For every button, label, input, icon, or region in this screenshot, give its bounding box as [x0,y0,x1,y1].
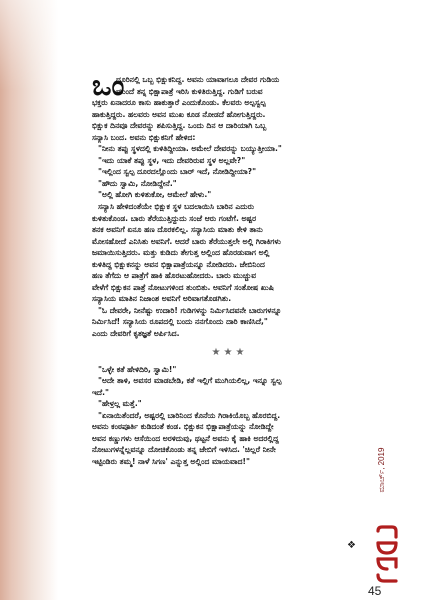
page-number: 45 [368,584,382,598]
article-line: ಇಟ್ಟಿಂಡಿರು ತಮ್ಮ! ನಾಳೆ ಸಿಗಣ' ಎನ್ನುತ್ತ ಅಲ್ಲಿಂದ ಮಾಯವಾದ!" [92,456,250,466]
article-line: ತನಕ ಅವನಿಗೆ ಏನೂ ಹಣ ದೊರಕಲಿಲ್ಲ. ಸನ್ಯಾಸಿಯ ಮಾತು ಕೇಳಿ ತಾನು [92,225,263,235]
dialogue-line: "ಏನಾಯಿತೆಂದರೆ, ಅಷ್ಟರಲ್ಲಿ ಬಾರಿನಿಂದ ಕೊನೆಯ ಗಿರಾಕಿಯೊಬ್ಬ ಹೊರಬಿದ್ದ. [98,410,281,420]
article-line: ಹಾಕುತ್ತಿದ್ದರು. ಹಲವರು ಅವನ ಮುಖ ಕೂಡ ನೋಡದೆ ಹೋಗುತ್ತಿದ್ದರು. [92,109,266,119]
article-line: ಮೋಸಹೋದೆ ಎನಿಸಿತು ಅವನಿಗೆ. ಆದರೆ ಬಾರು ತೆರೆಯುತ್ತಲೇ ಅಲ್ಲಿ ಗಿರಾಕಿಗಳು [92,236,281,246]
article-line: ದೂರಿನಲ್ಲಿ ಒಬ್ಬ ಭಿಕ್ಷುಕನಿದ್ದ. ಅವನು ಯಾವಾಗಲೂ ದೇವರ ಗುಡಿಯ [116,75,280,84]
article-line: ಕುಳಿತುಕೊಂಡ. ಬಾರು ತೆರೆಯುತ್ತಿದ್ದುದು ಸಂಜೆ ಆರು ಗಂಟೆಗೆ. ಅಷ್ಟರ [92,213,257,223]
dialogue-line: "ಅಲ್ಲಿ ಹೋಗಿ ಕುಳಿತುಕೋ, ಆಮೇಲೆ ಹೇಳು." [98,190,212,200]
binding-shadow-highlight [0,0,58,90]
article-line: ಜಮಾಯಿಸುತ್ತಿದರು. ಮತ್ತು ಕುಡಿದು ತೇಗುತ್ತ ಅಲ್ಲಿಂದ ಹೊರಡುವಾಗ ಅಲ್ಲಿ [92,248,270,258]
article-line: ಮುಂದೆ ತನ್ನ ಭಿಕ್ಷಾಪಾತ್ರೆ ಇರಿಸಿ ಕುಳಿತಿರುತ್ತಿದ್ದ. ಗುಡಿಗೆ ಬರುವ [116,86,263,96]
article-line: ಅವನು ಕಂಠಪೂರ್ತಿ ಕುಡಿದಂತೆ ಕಂಡ. ಭಿಕ್ಷುಕನ ಭಿಕ್ಷಾಪಾತ್ರೆಯನ್ನು ನೋಡಿದ್ದೇ [92,422,274,432]
magazine-logo-icon [372,525,402,585]
issue-date [372,420,392,520]
issue-date-text: ಮಾರ್ಚ್, 2019 [377,447,386,493]
binding-shadow [0,0,58,600]
article-line: ನಿರ್ಮಿಸಿದೆ! ಸನ್ಯಾಸಿಯ ರೂಪದಲ್ಲಿ ಬಂದು ನನಗೊಂದು ದಾರಿ ಕಾಣಿಸಿದೆ," [92,317,268,327]
dialogue-line: "ಹೇಳ್ರಲ್ಲ ಮತ್ತೆ." [98,399,142,409]
article-line: ಎಂದು ದೇವರಿಗೆ ಕೃತಜ್ಞತೆ ಅರ್ಪಿಸಿದ. [92,329,180,339]
article-line: ವೇಳೆಗೆ ಭಿಕ್ಷುಕನ ಪಾತ್ರೆ ನೋಟುಗಳಿಂದ ತುಂಬಿತು. ಅವನಿಗೆ ಸಂತೋಷ ಖುಷಿ [92,282,274,292]
article-line: ಸನ್ಯಾಸಿ ಹೇಳಿದಂತೆಯೇ ಭಿಕ್ಷುಕ ಸ್ಥಳ ಬದಲಾಯಿಸಿ ಬಾರಿನ ಎದುರು [98,202,255,212]
article-line: ಭಕ್ತರು ಏನಾದರೂ ಕಾಸು ಹಾಕುತ್ತಾರೆ ಎಂದುಕೊಂಡು. ಕೆಲವರು ಅಲ್ಪಸ್ವಲ್ಪ [92,98,266,108]
dialogue-line: "ಇಲ್ಲಿಂದ ಸ್ವಲ್ಪ ದೂರದಲ್ಲೊಂದು ಬಾರ್ ಇದೆ, ನೋಡಿದ್ದೀಯಾ?" [98,167,257,177]
article-line: ಅವನ ಕಣ್ಣುಗಳು ಆಸೆಯಿಂದ ಅರಳಿದುವು, ಥಟ್ಟನೆ ಅವನು ಕೈ ಹಾಕಿ ಅದರಲ್ಲಿದ್ದ [92,433,279,443]
article-line: ಕುಳಿತಿದ್ದ ಭಿಕ್ಷುಕನನ್ನು ಅವನ ಭಿಕ್ಷಾಪಾತ್ರೆಯನ್ನೂ ನೋಡಿದರು. ಜೇಬಿನಿಂದ [92,259,265,269]
article-line: ಹಣ ತೆಗೆದು ಆ ಪಾತ್ರೆಗೆ ಹಾಕಿ ಹೊರಟುಹೋದರು. ಬಾರು ಮುಚ್ಚುವ [92,271,257,281]
dialogue-line: "ಓ ದೇವರೇ, ನೀನೆಷ್ಟು ಉದಾರಿ! ಗುಡಿಗಳನ್ನು ನಿರ್ಮಿಸಿದವನೇ ಬಾರುಗಳನ್ನೂ [98,305,282,315]
article-body [92,68,367,468]
article-line: ನೋಟುಗಳನ್ನೆಲ್ಲವನ್ನೂ ದೋಚಿಕೊಂಡು ತನ್ನ ಜೇಬಿಗೆ ಇಳಿಸಿದ. 'ಚಿಲ್ಲರೆ ನೀನೇ [92,445,276,455]
section-separator: ★★★ [211,346,248,358]
article-line: ಸನ್ಯಾಸಿ ಬಂದ. ಅವನು ಭಿಕ್ಷುಕನಿಗೆ ಹೇಳಿದ: [92,132,196,142]
article-line: ಇದೆ." [92,387,109,397]
drop-cap: ಒಂ [92,68,125,102]
dialogue-line: "ನೀನು ತಪ್ಪು ಸ್ಥಳದಲ್ಲಿ ಕುಳಿತಿದ್ದೀಯಾ. ಅಮೇಲೆ ದೇವರನ್ನು ಬಯ್ಯುತ್ತೀಯಾ." [98,144,282,154]
dialogue-line: "ಅದೇ ತಾಳಿ, ಅವಸರ ಮಾಡಬೇಡಿ, ಕತೆ ಇಲ್ಲಿಗೆ ಮುಗಿಯಲಿಲ್ಲ, ಇನ್ನೂ ಸ್ವಲ್ಪ [98,376,282,386]
dialogue-line: "ಹೌದು ಸ್ವಾಮಿ, ನೋಡಿದ್ದೇನೆ." [98,178,177,188]
end-of-article-icon: ❖ [347,540,356,551]
drop-cap-paragraph-start [92,68,367,102]
dialogue-line: "ಇದು ಯಾಕೆ ತಪ್ಪು ಸ್ಥಳ, ಇದು ದೇವರಿರುವ ಸ್ಥಳ ಅಲ್ಲವೇ?" [98,155,246,165]
article-line: ಭಿಕ್ಷುಕ ದಿನವೂ ದೇವರನ್ನು ಶಪಿಸುತ್ತಿದ್ದ. ಒಂದು ದಿನ ಆ ದಾರಿಯಾಗಿ ಒಬ್ಬ [92,121,267,131]
dialogue-line: "ಒಳ್ಳೇ ಕತೆ ಹೇಳಿದಿರಿ, ಸ್ವಾಮಿ!" [98,364,177,374]
article-line: ಸನ್ಯಾಸಿಯ ಮಾತಿನ ನಿಜಾಂಶ ಅವನಿಗೆ ಅರಿವಾಗತೊಡಗಿತು. [92,294,232,304]
